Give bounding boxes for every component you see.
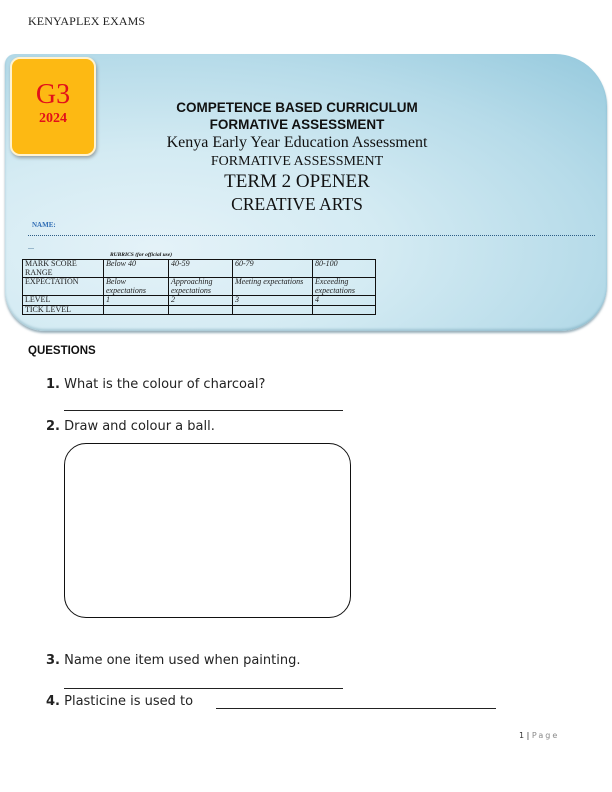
question-number: 1. (46, 377, 60, 392)
page-label: Page (531, 731, 560, 740)
row-label: LEVEL (23, 296, 104, 306)
tick-cell[interactable] (233, 305, 313, 315)
rubric-caption: RUBRICS (for official use) (110, 252, 173, 258)
question-text: What is the colour of charcoal? (59, 377, 266, 392)
table-cell: 40-59 (169, 260, 233, 278)
table-cell: Meeting expectations (233, 278, 313, 296)
question-text: Plasticine is used to (59, 694, 194, 709)
table-cell: 2 (169, 296, 233, 306)
table-cell: Below 40 (104, 260, 169, 278)
name-input-line[interactable] (28, 235, 595, 236)
page-number: 1 (519, 731, 525, 740)
term-title: TERM 2 OPENER (224, 171, 370, 192)
subject-title: CREATIVE ARTS (231, 194, 363, 214)
tick-cell[interactable] (169, 305, 233, 315)
table-row (23, 305, 376, 315)
rubric-table (22, 259, 376, 315)
question-text: Draw and colour a ball. (59, 419, 215, 434)
drawing-box[interactable] (64, 443, 351, 618)
answer-line-4[interactable] (216, 708, 496, 709)
exam-titles (100, 99, 494, 215)
table-cell: 80-100 (313, 260, 376, 278)
table-row (23, 296, 376, 306)
tick-cell[interactable] (104, 305, 169, 315)
table-cell: Exceeding expectations (313, 278, 376, 296)
table-row (23, 260, 376, 278)
table-cell: 4 (313, 296, 376, 306)
questions-heading: QUESTIONS (28, 345, 96, 357)
question-number: 4. (46, 694, 60, 709)
answer-line-1[interactable] (64, 410, 343, 411)
curriculum-title: COMPETENCE BASED CURRICULUM (176, 100, 418, 115)
year-label: 2024 (39, 111, 67, 126)
assessment-type-title: FORMATIVE ASSESSMENT (209, 117, 385, 132)
tick-cell[interactable] (313, 305, 376, 315)
assessment-body-title: Kenya Early Year Education Assessment (166, 134, 428, 151)
row-label: TICK LEVEL (23, 305, 104, 315)
site-header: KENYAPLEX EXAMS (28, 14, 146, 28)
page-separator: | (524, 731, 532, 740)
grade-badge (10, 57, 96, 156)
row-label: MARK SCORE RANGE (23, 260, 104, 278)
table-cell: Below expectations (104, 278, 169, 296)
question-2 (46, 419, 215, 434)
name-label: NAME: (32, 221, 56, 229)
assessment-subtitle: FORMATIVE ASSESSMENT (210, 154, 384, 169)
table-row (23, 278, 376, 296)
table-cell: 3 (233, 296, 313, 306)
row-label: EXPECTATION (23, 278, 104, 296)
table-cell: 60-79 (233, 260, 313, 278)
table-cell: 1 (104, 296, 169, 306)
name-ellipsis: ... (28, 242, 34, 251)
page-footer (519, 731, 559, 740)
question-number: 3. (46, 653, 60, 668)
answer-line-3[interactable] (64, 688, 343, 689)
question-4 (46, 694, 193, 709)
question-text: Name one item used when painting. (59, 653, 301, 668)
question-1 (46, 377, 265, 392)
table-cell: Approaching expectations (169, 278, 233, 296)
grade-label: G3 (35, 79, 71, 110)
question-number: 2. (46, 419, 60, 434)
question-3 (46, 653, 300, 668)
